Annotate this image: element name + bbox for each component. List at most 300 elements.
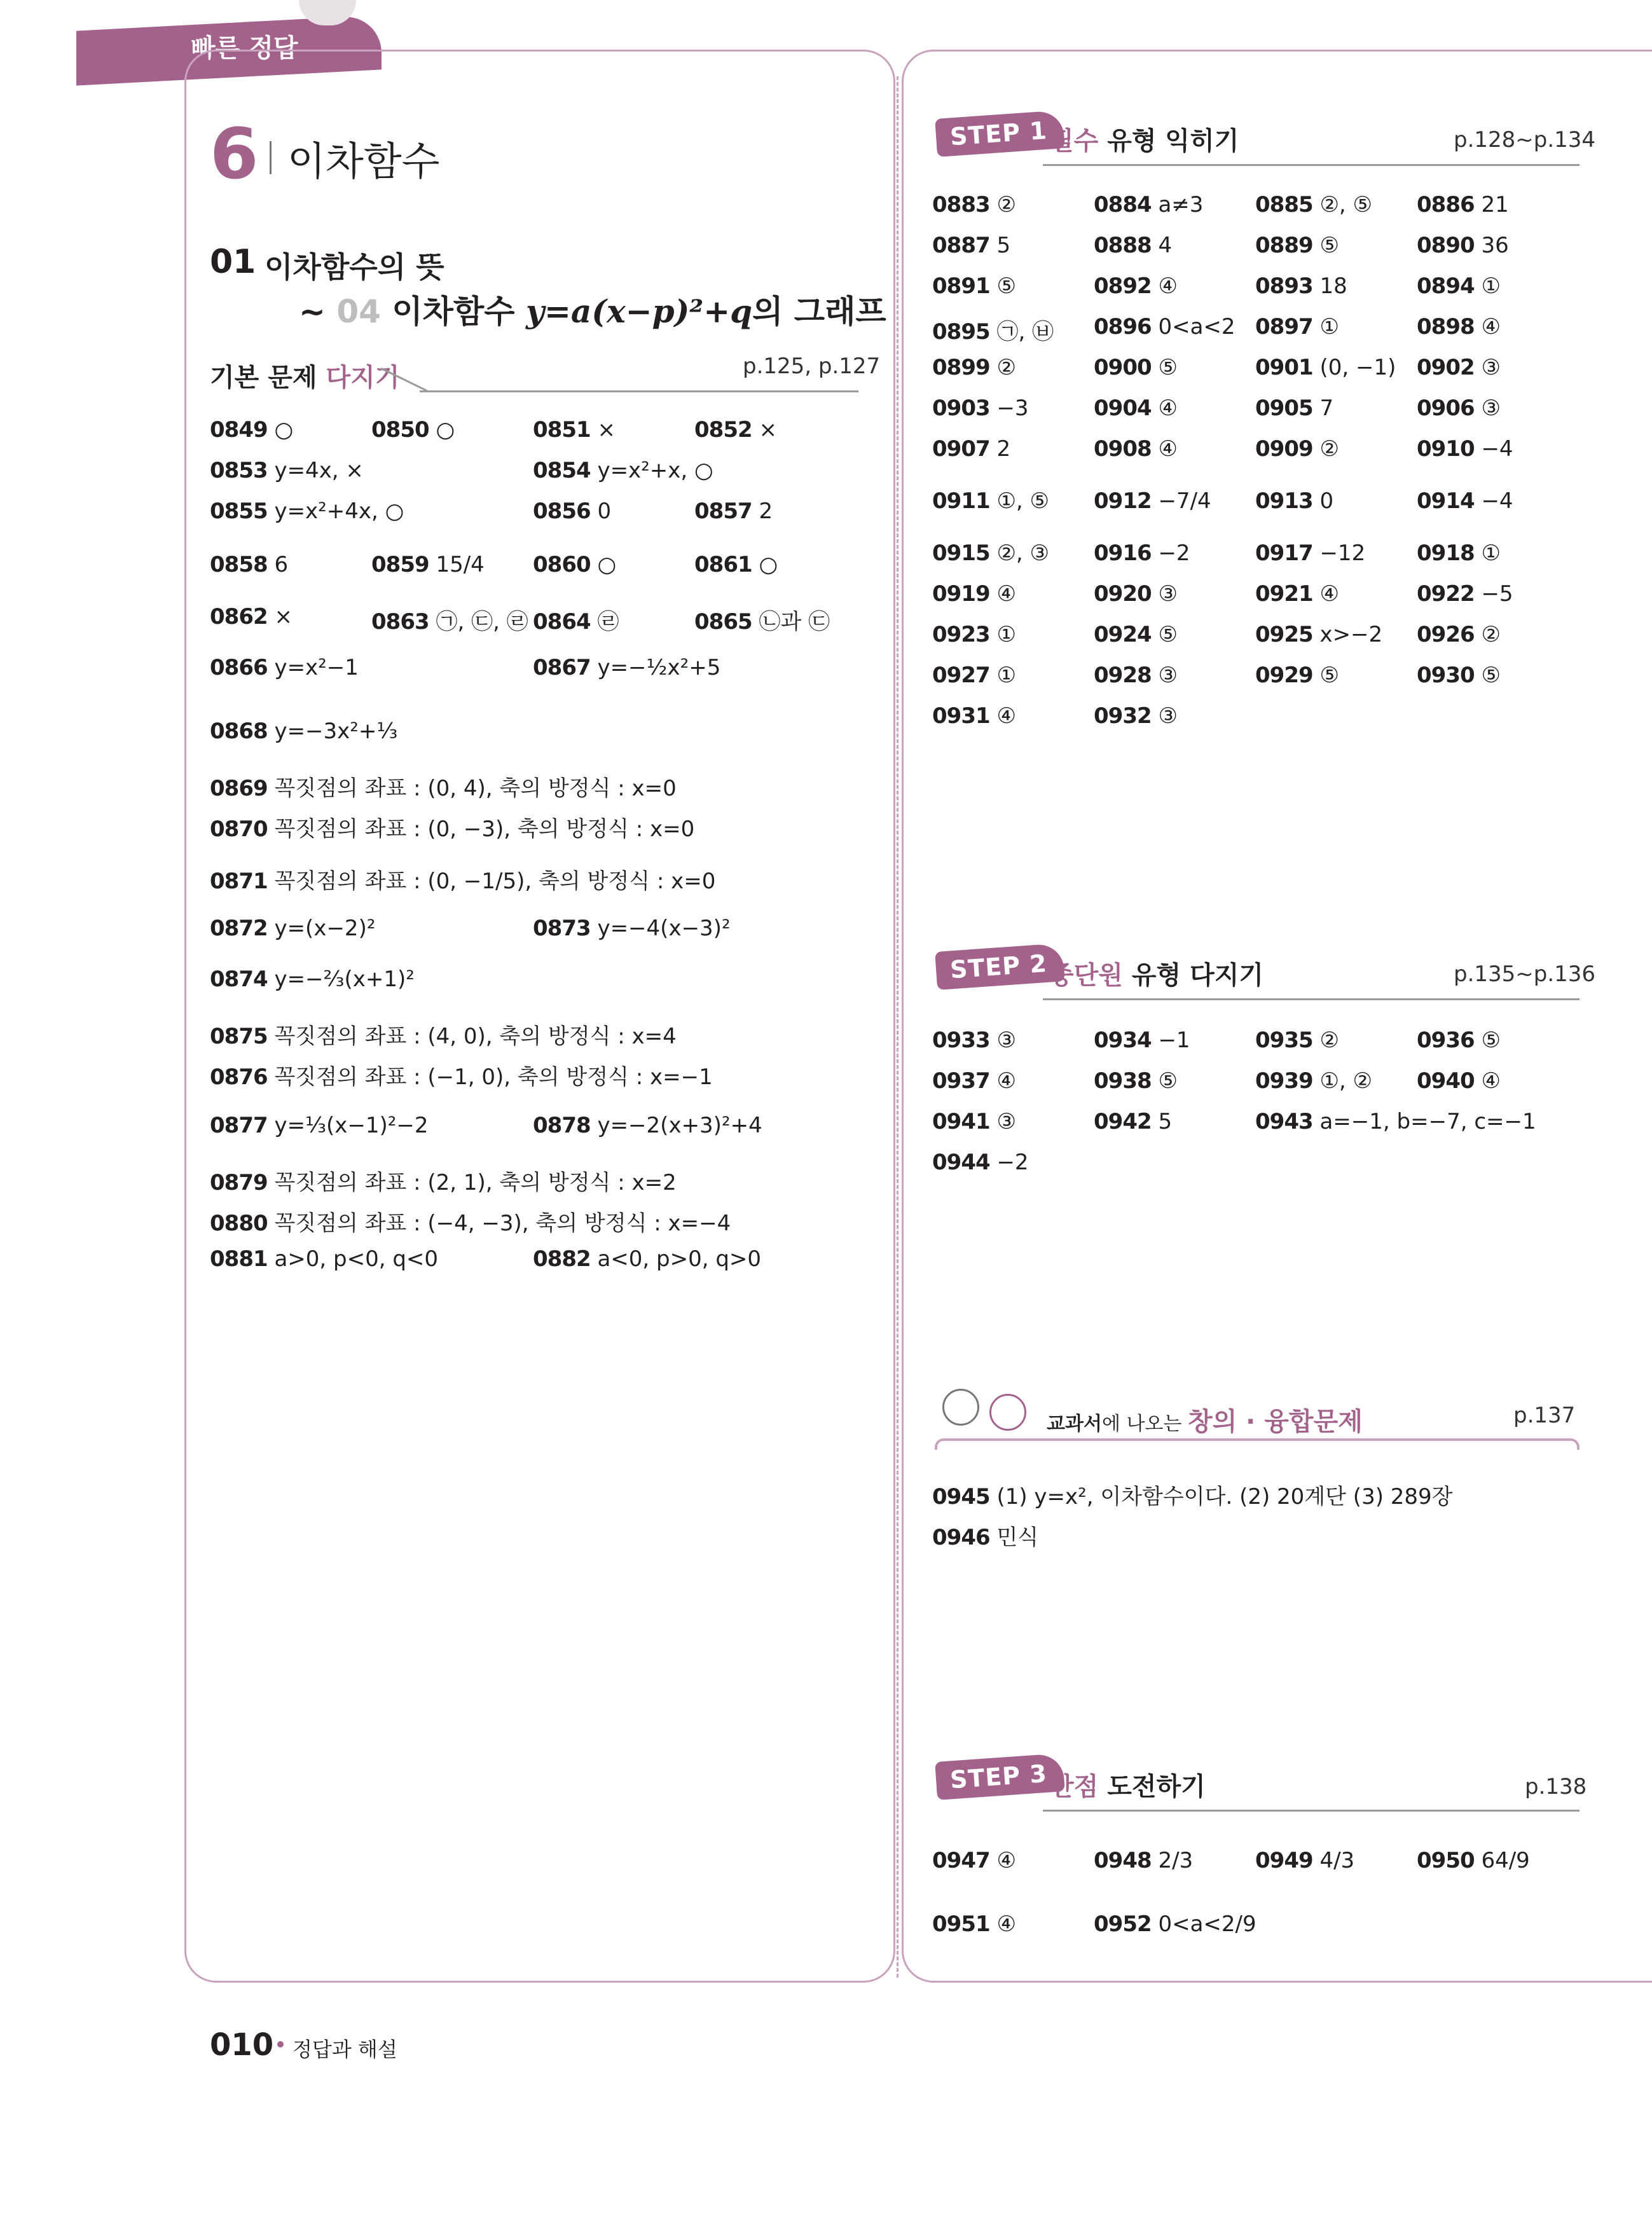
answer-item [1094,622,1178,647]
basic-heading [210,357,399,394]
answer-value: y=⅓(x−1)²−2 [267,1113,429,1138]
basic-page-ref: p.125, p.127 [743,354,881,379]
answer-number: 0937 [932,1068,990,1094]
answer-value: 18 [1312,273,1347,299]
answer-item [1255,396,1333,421]
answer-item [694,552,778,577]
answer-value: ② [1312,1028,1339,1053]
answer-value: ④ [1312,581,1339,607]
answer-item [1255,355,1396,380]
answer-number: 0929 [1255,663,1313,688]
answer-number: 0917 [1255,540,1313,566]
answer-number: 0889 [1255,233,1313,258]
creative-heading [1047,1401,1363,1438]
answer-value: y=x²−1 [267,655,359,680]
answer-number: 0863 [371,609,429,635]
answer-item [210,1206,731,1237]
answer-value: ②, ⑤ [1312,192,1373,217]
answer-item [1094,488,1211,514]
answer-value: ④ [1151,273,1178,299]
section-title-2-post: 의 그래프 [752,293,886,330]
answer-item [932,314,1054,345]
answer-item [1255,1848,1354,1873]
answer-item [1094,233,1172,258]
basic-heading-a: 기본 문제 [210,363,317,392]
answer-item [694,417,777,443]
answer-item [210,1113,429,1138]
section-title-1: 이차함수의 뜻 [265,250,444,284]
answer-item [533,458,713,483]
step2-page-ref: p.135~p.136 [1454,961,1596,987]
answer-number: 0884 [1094,192,1152,217]
answer-value: 꼭짓점의 좌표 : (−1, 0), 축의 방정식 : x=−1 [267,1064,713,1090]
answer-value: ① [989,663,1016,688]
answer-number: 0860 [533,552,591,577]
answer-value: ③ [1474,355,1501,380]
answer-number: 0850 [371,417,429,443]
answer-item [932,622,1016,647]
answer-item [533,655,720,680]
answer-item [932,1520,1038,1551]
answer-value: ④ [989,1911,1016,1937]
step2-heading-a: 중단원 [1049,961,1123,990]
answer-value: ③ [1474,396,1501,421]
answer-item [1094,273,1178,299]
answer-item [210,458,364,483]
answer-item [1417,1068,1501,1094]
answer-value: ④ [989,1068,1016,1094]
answer-item [1417,273,1501,299]
section-number-2: 04 [336,293,381,330]
answer-item [210,967,415,992]
answer-item [932,273,1016,299]
answer-value: ○ [590,552,617,577]
step3-heading-a: 만점 [1049,1772,1099,1801]
answer-item [533,499,611,524]
step1-line [1043,164,1580,166]
answer-number: 0913 [1255,488,1313,514]
answer-number: 0906 [1417,396,1475,421]
basic-heading-line [420,390,858,392]
answer-value: x>−2 [1312,622,1383,647]
answer-number: 0887 [932,233,990,258]
answer-item [932,396,1029,421]
answer-number: 0950 [1417,1848,1475,1873]
step3-heading-b: 도전하기 [1107,1772,1206,1801]
answer-value: a>0, p<0, q<0 [267,1246,439,1272]
answer-item [210,1019,677,1050]
answer-item [932,1109,1016,1134]
answer-value: 5 [1151,1109,1173,1134]
step1-heading [1049,121,1239,157]
answer-number: 0910 [1417,436,1475,462]
answer-value: ⑤ [989,273,1016,299]
answer-number: 0864 [533,609,591,635]
answer-number: 0888 [1094,233,1152,258]
section-tilde: ~ [299,293,326,330]
answer-number: 0895 [932,319,990,345]
answer-number: 0858 [210,552,268,577]
answer-number: 0944 [932,1150,990,1175]
answer-item [371,604,528,635]
answer-item [932,663,1016,688]
answer-item [1417,436,1513,462]
answer-number: 0938 [1094,1068,1152,1094]
step3-heading [1049,1766,1206,1803]
answer-item [1417,192,1509,217]
answer-number: 0883 [932,192,990,217]
answer-item [533,604,619,635]
answer-number: 0857 [694,499,752,524]
answer-item [1255,233,1339,258]
answer-item [932,1068,1016,1094]
answer-value: (0, −1) [1312,355,1396,380]
answer-item [533,1113,762,1138]
answer-number: 0861 [694,552,752,577]
answer-item [694,499,773,524]
answer-item [932,355,1016,380]
answer-value: y=4x, × [267,458,364,483]
answer-number: 0949 [1255,1848,1313,1873]
answer-number: 0915 [932,540,990,566]
answer-item [210,771,677,802]
answer-value: 꼭짓점의 좌표 : (0, −1/5), 축의 방정식 : x=0 [267,869,716,894]
answer-item [1417,1848,1530,1873]
answer-number: 0891 [932,273,990,299]
answer-number: 0851 [533,417,591,443]
answer-value: y=(x−2)² [267,916,376,941]
answer-value: ①, ⑤ [989,488,1050,514]
answer-item [932,703,1016,729]
creative-page-ref: p.137 [1513,1403,1576,1428]
footer-page-number: 010 [210,2027,274,2063]
cat-mascot-icon [942,1389,979,1426]
creative-heading-a: 교과서 [1047,1413,1102,1435]
step3-page-ref: p.138 [1525,1774,1587,1800]
answer-value: ① [1474,273,1501,299]
answer-number: 0881 [210,1246,268,1272]
answer-item [1417,314,1501,340]
answer-number: 0921 [1255,581,1313,607]
answer-item [1094,396,1178,421]
answer-item [1094,314,1236,340]
answer-number: 0849 [210,417,268,443]
answer-value: −2 [989,1150,1029,1175]
answer-value: 꼭짓점의 좌표 : (0, −3), 축의 방정식 : x=0 [267,816,695,842]
answer-value: −3 [989,396,1029,421]
answer-number: 0856 [533,499,591,524]
answer-value: ② [1474,622,1501,647]
answer-value: 7 [1312,396,1334,421]
answer-number: 0922 [1417,581,1475,607]
answer-number: 0852 [694,417,752,443]
answer-item [1094,1848,1193,1873]
answer-value: 36 [1474,233,1509,258]
answer-number: 0874 [210,967,268,992]
chapter-title: 이차함수 [287,138,440,184]
answer-item [694,604,830,635]
answer-number: 0877 [210,1113,268,1138]
answer-value: 2 [989,436,1011,462]
answer-item [932,1911,1016,1937]
answer-number: 0892 [1094,273,1152,299]
answer-value: −5 [1474,581,1513,607]
answer-value: 0 [1312,488,1334,514]
answer-number: 0942 [1094,1109,1152,1134]
answer-item [1417,1028,1501,1053]
answer-number: 0872 [210,916,268,941]
answer-value: −7/4 [1151,488,1211,514]
answer-item [1094,703,1178,729]
step1-page-ref: p.128~p.134 [1454,127,1596,153]
answer-item [210,499,404,524]
answer-number: 0932 [1094,703,1152,729]
answer-value: ④ [989,703,1016,729]
answer-number: 0869 [210,776,268,801]
answer-value: ㉠, ㉢, ㉣ [429,609,528,635]
answer-number: 0901 [1255,355,1313,380]
step2-heading [1049,955,1263,991]
answer-value: ⑤ [1312,663,1339,688]
answer-item [1417,622,1501,647]
answer-item [210,864,715,895]
answer-item [932,233,1010,258]
answer-number: 0909 [1255,436,1313,462]
answer-item [533,417,616,443]
answer-item [210,719,397,744]
answer-number: 0911 [932,488,990,514]
answer-number: 0890 [1417,233,1475,258]
answer-value: × [752,417,777,443]
answer-value: −4 [1474,488,1513,514]
answer-item [1417,581,1513,607]
answer-number: 0948 [1094,1848,1152,1873]
answer-number: 0853 [210,458,268,483]
answer-value: 꼭짓점의 좌표 : (4, 0), 축의 방정식 : x=4 [267,1024,677,1049]
answer-item [1417,663,1501,688]
answer-value: ③ [989,1109,1016,1134]
answer-number: 0896 [1094,314,1152,340]
answer-item [210,1246,438,1272]
answer-number: 0870 [210,816,268,842]
answer-item [533,1246,761,1272]
answer-number: 0947 [932,1848,990,1873]
answer-value: × [590,417,616,443]
answer-number: 0919 [932,581,990,607]
answer-number: 0945 [932,1484,990,1510]
answer-item [932,192,1016,217]
answer-number: 0941 [932,1109,990,1134]
answer-number: 0866 [210,655,268,680]
answer-item [1255,622,1382,647]
answer-value: ㉠, ㉥ [989,319,1054,345]
answer-number: 0920 [1094,581,1152,607]
answer-item [210,1059,713,1091]
answer-item [1417,396,1501,421]
answer-number: 0926 [1417,622,1475,647]
answer-number: 0931 [932,703,990,729]
answer-value: ⑤ [1474,1028,1501,1053]
answer-item [210,552,288,577]
answer-number: 0940 [1417,1068,1475,1094]
chapter-number: 6 [210,113,259,195]
answer-number: 0855 [210,499,268,524]
answer-number: 0886 [1417,192,1475,217]
answer-item [932,540,1049,566]
answer-number: 0916 [1094,540,1152,566]
answer-number: 0946 [932,1525,990,1550]
answer-number: 0918 [1417,540,1475,566]
answer-number: 0904 [1094,396,1152,421]
step3-badge: STEP 3 [935,1753,1064,1800]
answer-number: 0951 [932,1911,990,1937]
answer-value: ②, ③ [989,540,1050,566]
column-divider [897,76,898,1978]
answer-number: 0923 [932,622,990,647]
answer-number: 0879 [210,1170,268,1195]
rabbit-mascot-icon [989,1394,1026,1431]
answer-item [1094,436,1178,462]
answer-value: a≠3 [1151,192,1204,217]
answer-item [1255,488,1333,514]
answer-value: ④ [1151,436,1178,462]
answer-item [1255,663,1339,688]
answer-number: 0878 [533,1113,591,1138]
answer-number: 0862 [210,604,268,630]
answer-value: × [267,604,293,630]
answer-number: 0854 [533,458,591,483]
answer-value: ⑤ [1151,355,1178,380]
answer-value: ④ [989,581,1016,607]
answer-item [1094,1028,1190,1053]
answer-item [1255,1068,1372,1094]
step1-badge: STEP 1 [935,110,1064,157]
answer-number: 0914 [1417,488,1475,514]
answer-value: 5 [989,233,1011,258]
answer-number: 0859 [371,552,429,577]
answer-number: 0933 [932,1028,990,1053]
answer-value: ⑤ [1474,663,1501,688]
answer-value: ③ [1151,703,1178,729]
answer-value: ① [1474,540,1501,566]
answer-number: 0898 [1417,314,1475,340]
answer-item [1094,581,1178,607]
answer-value: ㉡과 ㉢ [752,609,830,635]
answer-value: ① [1312,314,1339,340]
answer-value: ③ [1151,581,1178,607]
answer-value: ① [989,622,1016,647]
answer-number: 0924 [1094,622,1152,647]
answer-item [932,436,1010,462]
answer-value: 꼭짓점의 좌표 : (0, 4), 축의 방정식 : x=0 [267,776,677,801]
answer-value: y=x²+x, ○ [590,458,713,483]
answer-item [932,488,1049,514]
answer-number: 0902 [1417,355,1475,380]
answer-item [210,916,375,941]
answer-item [932,1028,1016,1053]
step1-heading-a: 필수 [1049,127,1099,156]
answer-number: 0907 [932,436,990,462]
answer-item [932,1479,1453,1510]
answer-number: 0893 [1255,273,1313,299]
answer-number: 0880 [210,1211,268,1236]
answer-number: 0894 [1417,273,1475,299]
answer-item [371,417,455,443]
answer-item [1255,540,1365,566]
answer-number: 0899 [932,355,990,380]
answer-item [1094,192,1203,217]
footer-label: 정답과 해설 [293,2037,397,2061]
footer-bullet [277,2041,284,2048]
answer-item [1094,1068,1178,1094]
answer-item [1255,192,1372,217]
creative-heading-b: 에 나오는 [1101,1413,1182,1435]
answer-item [533,552,616,577]
answer-value: ② [989,355,1016,380]
answer-value: ①, ② [1312,1068,1373,1094]
answer-item [1255,314,1339,340]
answer-item [1094,1911,1256,1937]
section-number-1: 01 [210,243,256,281]
answer-number: 0908 [1094,436,1152,462]
answer-number: 0871 [210,869,268,894]
basic-heading-b: 다지기 [326,363,400,392]
answer-item [1094,540,1190,566]
answer-item [1417,355,1501,380]
answer-value: a<0, p>0, q>0 [590,1246,762,1272]
left-panel [184,50,895,1983]
answer-number: 0885 [1255,192,1313,217]
answer-value: 0<a<2/9 [1151,1911,1256,1937]
answer-number: 0925 [1255,622,1313,647]
answer-number: 0936 [1417,1028,1475,1053]
chapter-divider [270,141,272,174]
answer-value: 2/3 [1151,1848,1194,1873]
answer-value: 21 [1474,192,1509,217]
answer-item [371,552,485,577]
answer-item [1255,436,1339,462]
answer-value: −2 [1151,540,1190,566]
answer-value: 4/3 [1312,1848,1355,1873]
answer-item [1255,1028,1339,1053]
answer-value: ④ [989,1848,1016,1873]
answer-item [210,417,293,443]
answer-value: y=x²+4x, ○ [267,499,404,524]
answer-number: 0876 [210,1064,268,1090]
answer-value: 꼭짓점의 좌표 : (−4, −3), 축의 방정식 : x=−4 [267,1211,731,1236]
answer-item [1255,273,1347,299]
creative-bracket [935,1438,1580,1450]
answer-item [932,581,1016,607]
answer-item [932,1150,1029,1175]
answer-number: 0868 [210,719,268,744]
answer-value: 0 [590,499,612,524]
answer-item [1255,581,1339,607]
answer-value: −12 [1312,540,1366,566]
answer-value: 0<a<2 [1151,314,1236,340]
answer-number: 0912 [1094,488,1152,514]
step2-line [1043,998,1580,1000]
answer-number: 0952 [1094,1911,1152,1937]
answer-value: 민식 [989,1525,1039,1550]
answer-value: 64/9 [1474,1848,1530,1873]
answer-value: −4 [1474,436,1513,462]
header-tab-label: 빠른 정답 [191,34,298,63]
answer-number: 0873 [533,916,591,941]
answer-item [932,1848,1016,1873]
answer-number: 0905 [1255,396,1313,421]
answer-value: ④ [1474,1068,1501,1094]
